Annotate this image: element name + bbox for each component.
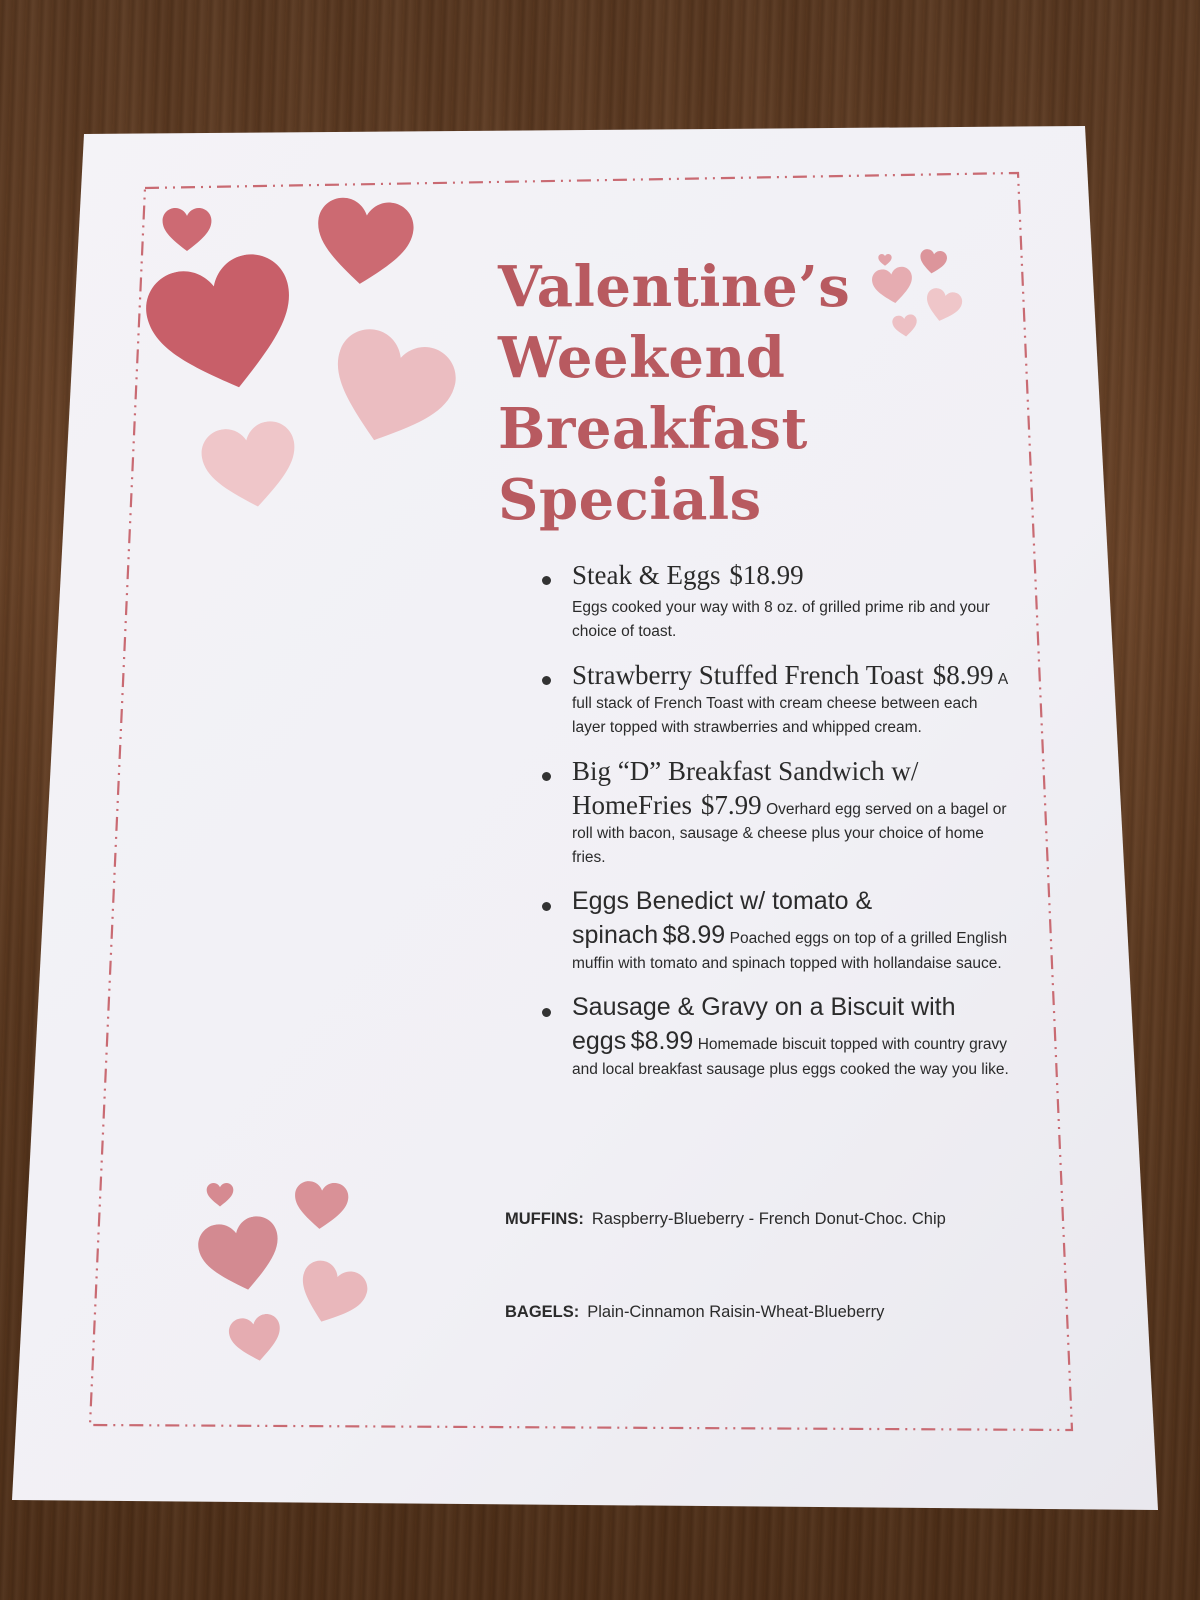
item-description: Eggs cooked your way with 8 oz. of grilled prime rib and your choice of toast. bbox=[572, 599, 990, 640]
item-price: $8.99 bbox=[662, 921, 726, 949]
muffins-line bbox=[505, 1210, 946, 1229]
bagels-value: Plain-Cinnamon Raisin-Wheat-Blueberry bbox=[587, 1303, 885, 1321]
list-item bbox=[540, 990, 1010, 1082]
bagels-line bbox=[505, 1303, 884, 1322]
item-price: $18.99 bbox=[729, 560, 804, 590]
title-line: Weekend bbox=[498, 325, 786, 391]
item-description: Homemade biscuit topped with country gravy and local breakfast sausage plus eggs cooked the way you like. bbox=[572, 1036, 1009, 1078]
item-name: Strawberry Stuffed French Toast bbox=[572, 660, 924, 690]
heart-icon bbox=[308, 195, 420, 291]
item-description: Overhard egg served on a bagel or roll with bacon, sausage & cheese plus your choice of home fries. bbox=[572, 801, 1007, 866]
title-line: Breakfast bbox=[498, 396, 808, 462]
heart-icon bbox=[870, 265, 917, 306]
item-name: Steak & Eggs bbox=[572, 560, 721, 590]
item-price: $8.99 bbox=[932, 660, 994, 690]
heart-icon bbox=[160, 208, 214, 252]
item-description: Poached eggs on top of a grilled English muffin with tomato and spinach topped with hollandaise sauce. bbox=[572, 930, 1008, 972]
heart-icon bbox=[193, 417, 308, 517]
page-title bbox=[498, 252, 850, 536]
title-line: Valentine’s bbox=[498, 254, 851, 320]
list-item bbox=[540, 754, 1010, 870]
list-item bbox=[540, 658, 1010, 740]
title-line: Specials bbox=[498, 467, 762, 533]
heart-icon bbox=[916, 248, 949, 276]
heart-icon bbox=[206, 1183, 234, 1207]
heart-icon bbox=[224, 1311, 287, 1366]
item-price: $8.99 bbox=[630, 1027, 694, 1055]
list-item bbox=[540, 884, 1010, 976]
muffins-label: MUFFINS: bbox=[505, 1210, 584, 1228]
specials-list bbox=[540, 558, 1010, 1096]
heart-icon bbox=[878, 254, 892, 266]
item-description: A full stack of French Toast with cream cheese between each layer topped with strawberries and whipped cream. bbox=[572, 671, 1008, 736]
item-price: $7.99 bbox=[700, 790, 762, 820]
bagels-label: BAGELS: bbox=[505, 1303, 580, 1321]
item-name: Sausage & Gravy on a Biscuit with eggs bbox=[572, 993, 956, 1055]
muffins-value: Raspberry-Blueberry - French Donut-Choc. Chip bbox=[591, 1210, 946, 1228]
heart-icon bbox=[290, 1180, 351, 1232]
heart-icon bbox=[891, 314, 919, 339]
list-item bbox=[540, 558, 1010, 644]
item-name: Big “D” Breakfast Sandwich w/ HomeFries bbox=[572, 756, 919, 820]
item-name: Eggs Benedict w/ tomato & spinach bbox=[572, 887, 873, 949]
